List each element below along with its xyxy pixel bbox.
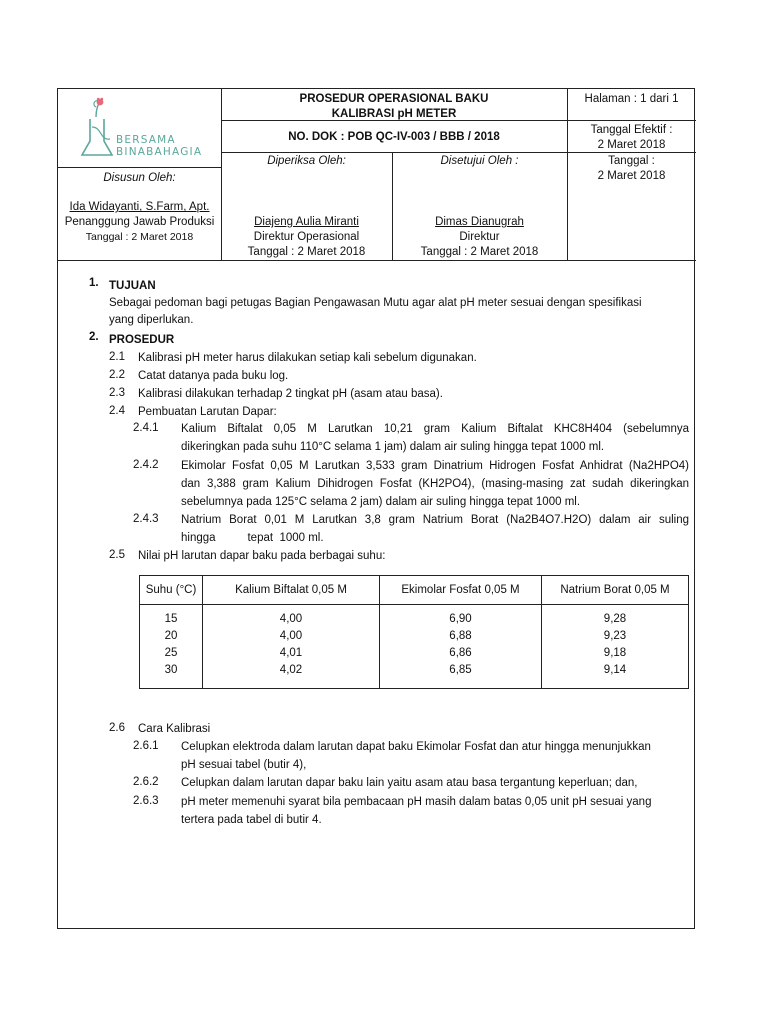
effective-date-label: Tanggal Efektif : [590, 124, 673, 136]
item-number: 2.6.1 [133, 740, 159, 752]
approver-date: Tanggal : 2 Maret 2018 [420, 246, 539, 258]
procedure-item: Pembuatan Larutan Dapar: [138, 406, 277, 418]
buffer-step-text: hingga tepat 1000 ml. [181, 532, 324, 544]
approver-name: Dimas Dianugrah [435, 216, 524, 228]
table-header: Natrium Borat 0,05 M [542, 576, 689, 605]
author-date: Tanggal : 2 Maret 2018 [85, 231, 194, 243]
document-number: NO. DOK : POB QC-IV-003 / BBB / 2018 [288, 131, 500, 143]
item-number: 2.4 [109, 405, 125, 417]
table-row [140, 628, 689, 645]
item-number: 2.3 [109, 387, 125, 399]
table-cell: 25 [140, 645, 203, 662]
table-cell: 9,28 [542, 605, 689, 629]
reviewer-role: Direktur Operasional [253, 231, 360, 243]
item-number: 2.2 [109, 369, 125, 381]
document-subtitle: KALIBRASI pH METER [331, 108, 457, 120]
reviewer-date: Tanggal : 2 Maret 2018 [247, 246, 366, 258]
calibration-step-text: pH sesuai tabel (butir 4), [181, 759, 307, 771]
document-page [57, 88, 695, 929]
date-label: Tanggal : [608, 155, 655, 167]
date-value: 2 Maret 2018 [597, 170, 666, 182]
table-header: Suhu (°C) [140, 576, 203, 605]
table-cell: 4,00 [203, 628, 380, 645]
reviewed-by-label: Diperiksa Oleh: [267, 155, 346, 167]
approver-role: Direktur [459, 231, 500, 243]
tujuan-text: yang diperlukan. [109, 314, 194, 326]
section-title-tujuan: TUJUAN [109, 280, 156, 292]
table-cell: 30 [140, 662, 203, 689]
procedure-item: Catat datanya pada buku log. [138, 370, 289, 382]
document-title: PROSEDUR OPERASIONAL BAKU [299, 93, 489, 105]
table-header-row [140, 576, 689, 605]
author-role: Penanggung Jawab Produksi [64, 216, 215, 228]
calibration-step-text: Celupkan dalam larutan dapar baku lain yaitu asam atau basa tergantung keperluan; dan, [181, 777, 638, 789]
table-row [140, 662, 689, 689]
buffer-step-text: dan 3,388 gram Kalium Dihidrogen Fosfat (KH2PO4), (masing-masing zat sudah dikeringkan [181, 478, 689, 490]
logo-text-line2: BINABAHAGIA [116, 146, 203, 158]
item-number: 2.6.2 [133, 776, 159, 788]
table-cell: 6,85 [380, 662, 542, 689]
procedure-item: Kalibrasi dilakukan terhadap 2 tingkat pH (asam atau basa). [138, 388, 443, 400]
item-number: 2.4.1 [133, 422, 159, 434]
table-cell: 6,90 [380, 605, 542, 629]
company-logo [80, 97, 203, 163]
procedure-item: Nilai pH larutan dapar baku pada berbagai suhu: [138, 550, 386, 562]
prepared-by-label: Disusun Oleh: [103, 172, 176, 184]
table-header: Kalium Biftalat 0,05 M [203, 576, 380, 605]
calibration-step-text: tertera pada tabel di butir 4. [181, 814, 322, 826]
approved-by-label: Disetujui Oleh : [440, 155, 519, 167]
author-name: Ida Widayanti, S.Farm, Apt. [69, 201, 210, 213]
table-cell: 15 [140, 605, 203, 629]
reviewer-name: Diajeng Aulia Miranti [254, 216, 359, 228]
procedure-item: Cara Kalibrasi [138, 723, 211, 735]
header-divider [58, 260, 696, 261]
header-divider [58, 167, 221, 168]
table-row [140, 605, 689, 629]
effective-date-value: 2 Maret 2018 [597, 139, 666, 151]
tujuan-text: Sebagai pedoman bagi petugas Bagian Pengawasan Mutu agar alat pH meter sesuai dengan spesifikasi [109, 297, 642, 309]
table-cell: 6,88 [380, 628, 542, 645]
section-number: 1. [89, 277, 99, 289]
ph-buffer-table [139, 575, 689, 689]
item-number: 2.4.2 [133, 459, 159, 471]
table-cell: 9,14 [542, 662, 689, 689]
table-cell: 6,86 [380, 645, 542, 662]
table-cell: 9,18 [542, 645, 689, 662]
flask-logo-icon [80, 97, 120, 159]
buffer-step-text: Ekimolar Fosfat 0,05 M Larutkan 3,533 gram Dinatrium Hidrogen Fosfat Anhidrat (Na2HPO4) [181, 460, 689, 472]
table-cell: 4,02 [203, 662, 380, 689]
table-cell: 4,00 [203, 605, 380, 629]
table-row [140, 645, 689, 662]
item-number: 2.6 [109, 722, 125, 734]
item-number: 2.5 [109, 549, 125, 561]
calibration-step-text: pH meter memenuhi syarat bila pembacaan pH masih dalam batas 0,05 unit pH sesuai yang [181, 796, 652, 808]
item-number: 2.6.3 [133, 795, 159, 807]
logo-text-line1: BERSAMA [116, 134, 176, 146]
table-cell: 9,23 [542, 628, 689, 645]
buffer-step-text: Kalium Biftalat 0,05 M Larutkan 10,21 gram Kalium Biftalat KHC8H404 (sebelumnya [181, 423, 689, 435]
buffer-step-text: dikeringkan pada suhu 110°C selama 1 jam) dalam air suling hingga tepat 1000 ml. [181, 441, 605, 453]
calibration-step-text: Celupkan elektroda dalam larutan dapat baku Ekimolar Fosfat dan atur hingga menunjukkan [181, 741, 651, 753]
item-number: 2.1 [109, 351, 125, 363]
item-number: 2.4.3 [133, 513, 159, 525]
section-number: 2. [89, 331, 99, 343]
table-cell: 4,01 [203, 645, 380, 662]
page-indicator: Halaman : 1 dari 1 [584, 93, 679, 105]
table-header: Ekimolar Fosfat 0,05 M [380, 576, 542, 605]
table-cell: 20 [140, 628, 203, 645]
buffer-step-text: sebelumnya pada 125°C selama 2 jam) dalam air suling hingga tepat 1000 ml. [181, 496, 581, 508]
section-title-prosedur: PROSEDUR [109, 334, 175, 346]
procedure-item: Kalibrasi pH meter harus dilakukan setiap kali sebelum digunakan. [138, 352, 477, 364]
buffer-step-text: Natrium Borat 0,01 M Larutkan 3,8 gram Natrium Borat (Na2B4O7.H2O) dalam air suling [181, 514, 689, 526]
